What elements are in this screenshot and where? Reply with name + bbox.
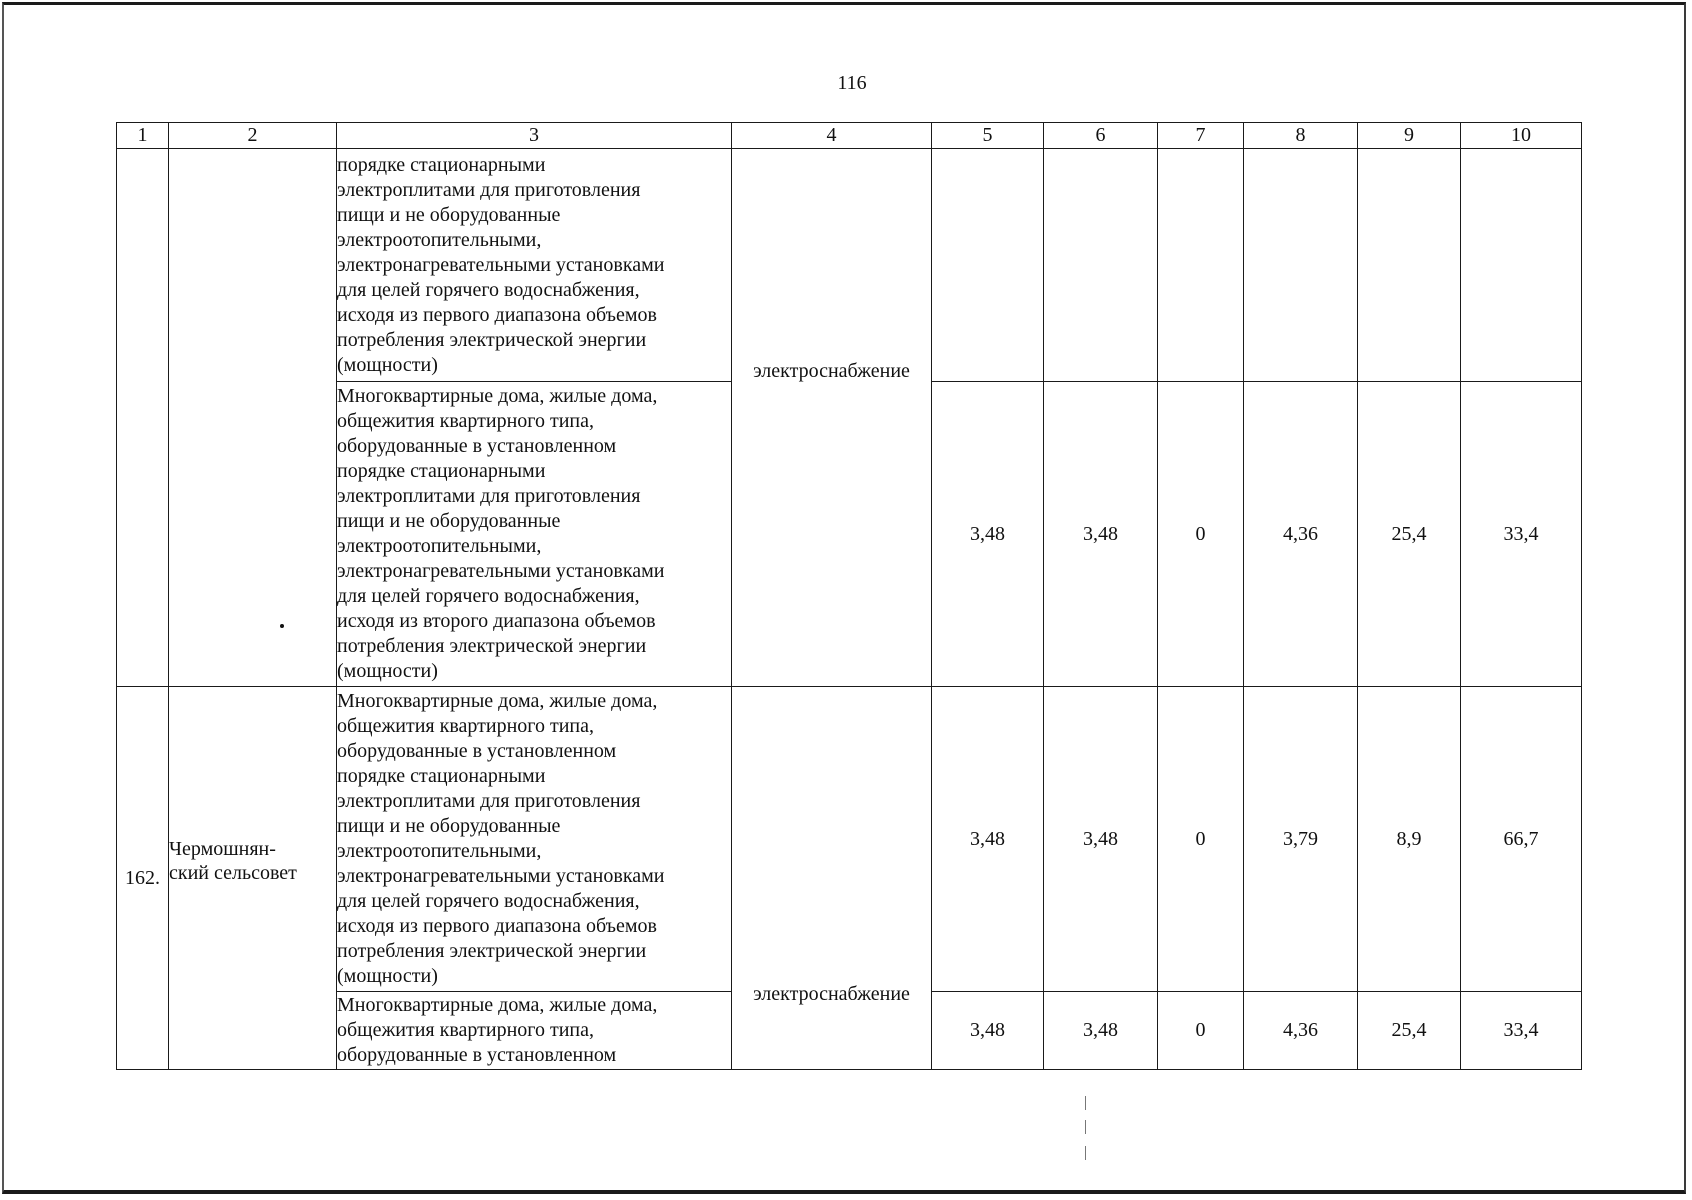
description-line: электроплитами для приготовления xyxy=(337,485,641,507)
description-line: электронагревательными установками xyxy=(337,560,665,582)
column-header: 6 xyxy=(1044,123,1158,149)
description-line: общежития квартирного типа, xyxy=(337,715,595,737)
consumer-category-cell xyxy=(337,382,732,687)
description-line: для целей горячего водоснабжения, xyxy=(337,890,640,912)
settlement-name-line: Чермошнян- xyxy=(169,838,276,860)
column-header: 5 xyxy=(932,123,1044,149)
value-cell: 33,4 xyxy=(1461,992,1582,1070)
value-cell: 25,4 xyxy=(1358,382,1461,687)
value-cell xyxy=(932,149,1044,382)
settlement-name-line: ский сельсовет xyxy=(169,862,297,884)
consumer-category-cell xyxy=(337,992,732,1070)
value-cell xyxy=(1461,149,1582,382)
description-line: порядке стационарными xyxy=(337,460,546,482)
value-cell xyxy=(1158,149,1244,382)
value-cell: 33,4 xyxy=(1461,382,1582,687)
tariff-table xyxy=(116,122,1582,1070)
description-line: (мощности) xyxy=(337,660,438,682)
consumer-category-cell xyxy=(337,687,732,992)
description-line: электроплитами для приготовления xyxy=(337,178,641,201)
description-line: электроотопительными, xyxy=(337,840,542,862)
scan-tick-mark xyxy=(1085,1096,1086,1110)
value-cell: 0 xyxy=(1158,382,1244,687)
value-cell: 0 xyxy=(1158,687,1244,992)
value-cell: 3,48 xyxy=(1044,687,1158,992)
description-line: общежития квартирного типа, xyxy=(337,1019,595,1041)
description-line: пищи и не оборудованные xyxy=(337,815,561,837)
value-cell: 4,36 xyxy=(1244,992,1358,1070)
description-line: пищи и не оборудованные xyxy=(337,203,561,226)
service-type-cell: электроснабжение xyxy=(732,149,932,687)
description-line: исходя из второго диапазона объемов xyxy=(337,610,656,632)
row-number-cell xyxy=(117,149,169,687)
column-header: 1 xyxy=(117,123,169,149)
column-header: 8 xyxy=(1244,123,1358,149)
value-cell: 3,48 xyxy=(1044,382,1158,687)
value-cell xyxy=(1044,149,1158,382)
description-line: потребления электрической энергии xyxy=(337,940,647,962)
description-line: исходя из первого диапазона объемов xyxy=(337,303,657,326)
column-header: 9 xyxy=(1358,123,1461,149)
value-cell xyxy=(1358,149,1461,382)
description-line: порядке стационарными xyxy=(337,153,546,176)
description-line: электроотопительными, xyxy=(337,228,542,251)
column-header: 7 xyxy=(1158,123,1244,149)
row-number-cell: 162. xyxy=(117,687,169,1070)
column-header: 10 xyxy=(1461,123,1582,149)
description-line: порядке стационарными xyxy=(337,765,546,787)
description-line: исходя из первого диапазона объемов xyxy=(337,915,657,937)
description-line: Многоквартирные дома, жилые дома, xyxy=(337,994,658,1016)
column-header: 2 xyxy=(169,123,337,149)
description-line: оборудованные в установленном xyxy=(337,740,617,762)
description-line: для целей горячего водоснабжения, xyxy=(337,585,640,607)
value-cell: 3,48 xyxy=(932,687,1044,992)
value-cell xyxy=(1244,149,1358,382)
value-cell: 8,9 xyxy=(1358,687,1461,992)
page-number: 116 xyxy=(837,72,867,94)
description-line: Многоквартирные дома, жилые дома, xyxy=(337,385,658,407)
settlement-name-cell xyxy=(169,687,337,1070)
description-line: пищи и не оборудованные xyxy=(337,510,561,532)
description-line: электроотопительными, xyxy=(337,535,542,557)
column-header: 4 xyxy=(732,123,932,149)
scan-tick-mark xyxy=(1085,1120,1086,1134)
scan-dot-mark xyxy=(280,624,284,628)
description-line: потребления электрической энергии xyxy=(337,635,647,657)
description-line: для целей горячего водоснабжения, xyxy=(337,278,640,301)
scan-tick-mark xyxy=(1085,1146,1086,1160)
description-line: (мощности) xyxy=(337,965,438,987)
value-cell: 4,36 xyxy=(1244,382,1358,687)
column-header: 3 xyxy=(337,123,732,149)
description-line: потребления электрической энергии xyxy=(337,328,647,351)
description-line: общежития квартирного типа, xyxy=(337,410,595,432)
value-cell: 0 xyxy=(1158,992,1244,1070)
description-line: оборудованные в установленном xyxy=(337,1044,617,1066)
description-line: Многоквартирные дома, жилые дома, xyxy=(337,690,658,712)
value-cell: 3,48 xyxy=(932,992,1044,1070)
description-line: электроплитами для приготовления xyxy=(337,790,641,812)
service-type-cell: электроснабжение xyxy=(732,687,932,1070)
value-cell: 3,48 xyxy=(1044,992,1158,1070)
value-cell: 66,7 xyxy=(1461,687,1582,992)
description-line: (мощности) xyxy=(337,353,438,376)
value-cell: 3,79 xyxy=(1244,687,1358,992)
table-row xyxy=(117,149,1582,382)
table-row xyxy=(117,687,1582,992)
consumer-category-cell xyxy=(337,149,732,382)
description-line: электронагревательными установками xyxy=(337,253,665,276)
value-cell: 25,4 xyxy=(1358,992,1461,1070)
value-cell: 3,48 xyxy=(932,382,1044,687)
column-header-row xyxy=(117,123,1582,149)
description-line: оборудованные в установленном xyxy=(337,435,617,457)
description-line: электронагревательными установками xyxy=(337,865,665,887)
settlement-name-cell xyxy=(169,149,337,687)
